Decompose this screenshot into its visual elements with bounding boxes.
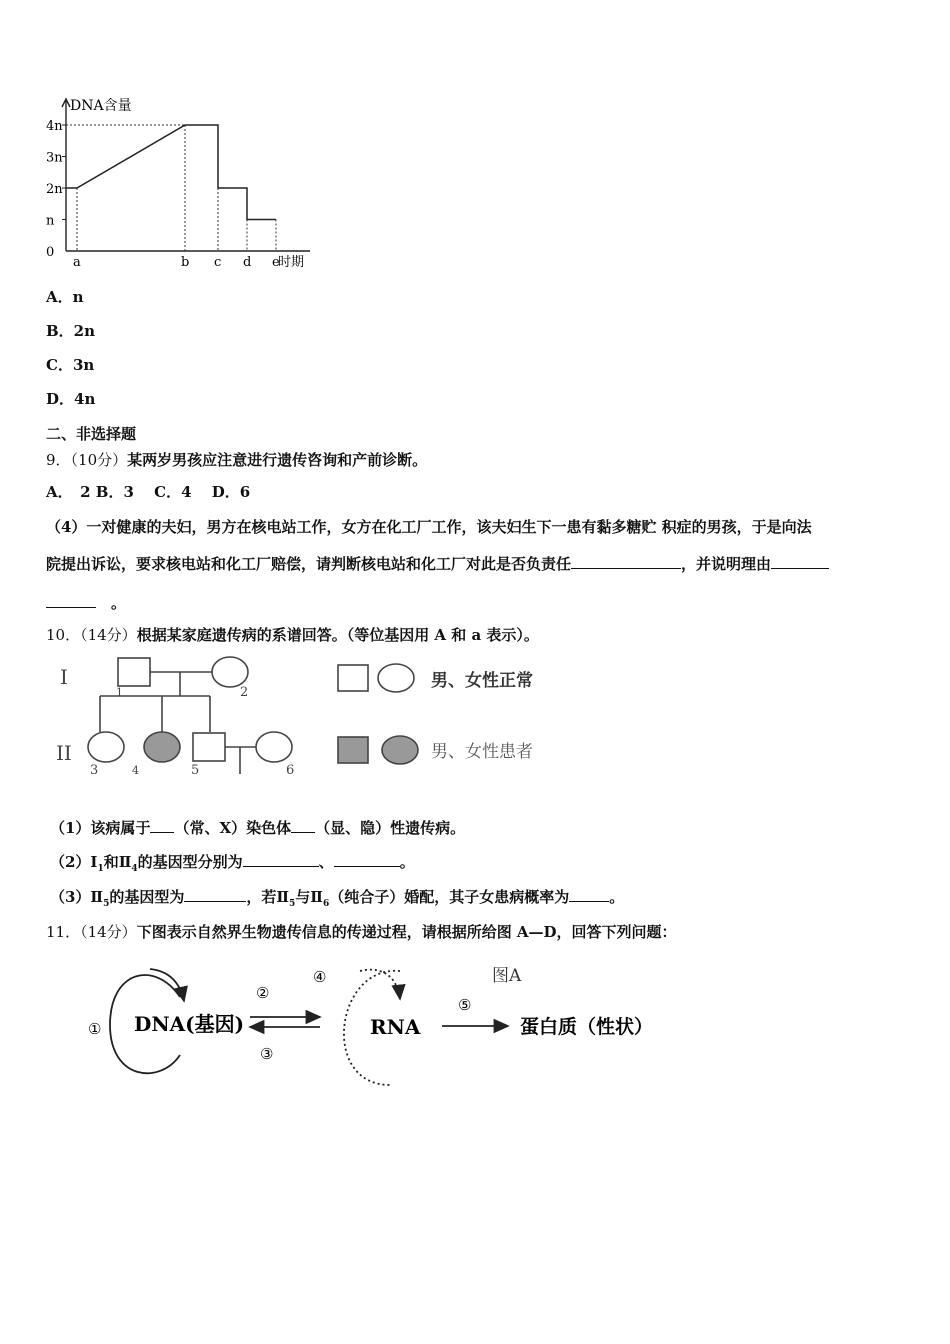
q9-answer-blank-2[interactable] xyxy=(771,554,829,569)
q10-p1-text-a: （1）该病属于 xyxy=(50,819,151,837)
q10-p3-text-f: 。 xyxy=(609,888,625,906)
gen-label-ii: II xyxy=(56,741,72,765)
legend-female-affected-symbol xyxy=(382,736,418,764)
q10-p2-sub-1: 1 xyxy=(97,864,104,874)
process-4-label: ④ xyxy=(313,968,327,986)
q10-stem: 根据某家庭遗传病的系谱回答。（等位基因用 A 和 a 表示）。 xyxy=(136,626,539,644)
q10-p1-text-b: （常、X）染色体 xyxy=(174,819,292,837)
y-tick-label: 2n xyxy=(46,182,63,197)
q9-number: 9．（10分） xyxy=(46,451,128,469)
x-tick-label: e xyxy=(272,255,280,270)
q10-p3-sub-3: 6 xyxy=(322,899,330,909)
q9-answer-blank-3[interactable] xyxy=(46,593,96,608)
x-tick-label: a xyxy=(73,255,81,270)
y-tick-label: 3n xyxy=(46,150,63,166)
legend-male-affected-symbol xyxy=(338,737,368,763)
x-tick-label: b xyxy=(181,255,190,270)
q10-part1 xyxy=(50,817,465,838)
y-tick-label: 4n xyxy=(46,119,63,134)
q10-p3-sub-1: 5 xyxy=(103,899,110,909)
section-heading: 二、非选择题 xyxy=(46,425,137,443)
ind-label-5: 5 xyxy=(191,763,200,778)
q9-part4-line1: （4）一对健康的夫妇，男方在核电站工作，女方在化工厂工作，该夫妇生下一患有黏多糖贮 积症的男孩，于是向法 xyxy=(46,518,812,536)
ind-label-3: 3 xyxy=(90,763,99,778)
q10-p1-text-c: （显、隐）性遗传病。 xyxy=(315,819,466,837)
q10-p2-text-b: 和Ⅱ xyxy=(103,853,132,871)
q10-blank-genotype-ii5[interactable] xyxy=(184,887,246,902)
dna-content-line xyxy=(66,125,276,220)
q10-part3 xyxy=(50,886,624,909)
chart-xlabel: 时期 xyxy=(278,255,305,270)
pedigree-ii3-female-normal xyxy=(88,732,124,762)
q10-part2 xyxy=(50,851,415,874)
q10-p3-text-c: ，若Ⅱ xyxy=(246,888,290,906)
pedigree-ii6-female-normal xyxy=(256,732,292,762)
y-tick-label: 0 xyxy=(46,245,55,260)
chart-ylabel: DNA含量 xyxy=(70,98,132,114)
ind-label-1: 1 xyxy=(116,686,123,699)
q10-p3-text-e: （纯合子）婚配，其子女患病概率为 xyxy=(329,888,570,906)
pedigree-i2-female-normal xyxy=(212,657,248,687)
q8-option-c[interactable]: C．3n xyxy=(46,356,95,374)
ind-label-6: 6 xyxy=(286,763,295,778)
q11-stem-line xyxy=(46,921,677,942)
ind-label-4: 4 xyxy=(132,764,139,777)
q10-blank-probability[interactable] xyxy=(569,887,609,902)
gen-label-i: I xyxy=(60,665,68,689)
q10-p2-text-a: （2）Ⅰ xyxy=(50,853,98,871)
q8-option-a[interactable]: A．n xyxy=(46,288,84,306)
dna-content-chart xyxy=(40,95,340,275)
q10-number: 10．（14分） xyxy=(46,626,137,644)
q8-option-b[interactable]: B．2n xyxy=(46,322,96,340)
legend-female-normal-symbol xyxy=(378,664,414,692)
q11-number: 11．（14分） xyxy=(46,923,137,941)
q9-part4-line3 xyxy=(46,592,126,613)
ind-label-2: 2 xyxy=(240,685,249,700)
q9-part4-text-b: ，并说明理由 xyxy=(681,555,772,573)
q8-option-d[interactable]: D．4n xyxy=(46,390,96,408)
q10-stem-line xyxy=(46,624,539,645)
y-tick-label: n xyxy=(46,213,55,229)
x-tick-label: d xyxy=(243,255,252,270)
q10-blank-chromosome[interactable] xyxy=(150,818,174,833)
q10-p3-text-b: 的基因型为 xyxy=(109,888,185,906)
q9-part4-text-a: 院提出诉讼，要求核电站和化工厂赔偿，请判断核电站和化工厂对此是否负责任 xyxy=(46,555,572,573)
q10-p3-sub-2: 5 xyxy=(289,899,296,909)
q9-part4-line2 xyxy=(46,553,829,574)
q10-blank-genotype-ii4[interactable] xyxy=(334,852,400,867)
process-5-label: ⑤ xyxy=(458,996,472,1014)
q9-answer-blank-1[interactable] xyxy=(571,554,681,569)
process-3-label: ③ xyxy=(260,1045,274,1063)
q10-p2-sub-2: 4 xyxy=(131,864,138,874)
process-2-label: ② xyxy=(256,984,270,1002)
central-dogma-diagram xyxy=(80,955,700,1105)
q10-p2-text-d: 、 xyxy=(318,853,334,871)
q11-stem: 下图表示自然界生物遗传信息的传递过程，请根据所给图 A—D，回答下列问题： xyxy=(136,923,677,941)
pedigree-i1-male-normal xyxy=(118,658,150,686)
q10-blank-dominance[interactable] xyxy=(291,818,315,833)
rna-label: RNA xyxy=(370,1015,421,1039)
x-tick-label: c xyxy=(214,255,222,270)
protein-label: 蛋白质（性状） xyxy=(520,1016,654,1038)
q9-stem: 某两岁男孩应注意进行遗传咨询和产前诊断。 xyxy=(127,451,428,469)
q9-part4-end: 。 xyxy=(111,594,127,612)
q10-p2-text-c: 的基因型分别为 xyxy=(137,853,243,871)
figure-a-label: 图A xyxy=(492,966,522,986)
legend-male-normal-symbol xyxy=(338,665,368,691)
q10-p3-text-a: （3）Ⅱ xyxy=(50,888,104,906)
q9-options: A． 2 B．3 C．4 D．6 xyxy=(46,483,251,501)
dna-gene-label: DNA(基因) xyxy=(134,1012,245,1036)
q10-p3-text-d: 与Ⅱ xyxy=(295,888,323,906)
legend-normal-text: 男、女性正常 xyxy=(431,671,533,691)
process-1-label: ① xyxy=(88,1020,102,1038)
pedigree-ii4-female-affected xyxy=(144,732,180,762)
q10-blank-genotype-i1[interactable] xyxy=(243,852,319,867)
q10-p2-text-e: 。 xyxy=(399,853,415,871)
q9-stem-line xyxy=(46,449,427,470)
pedigree-ii5-male-normal xyxy=(193,733,225,761)
pedigree-chart xyxy=(50,650,570,790)
legend-affected-text: 男、女性患者 xyxy=(431,742,533,762)
